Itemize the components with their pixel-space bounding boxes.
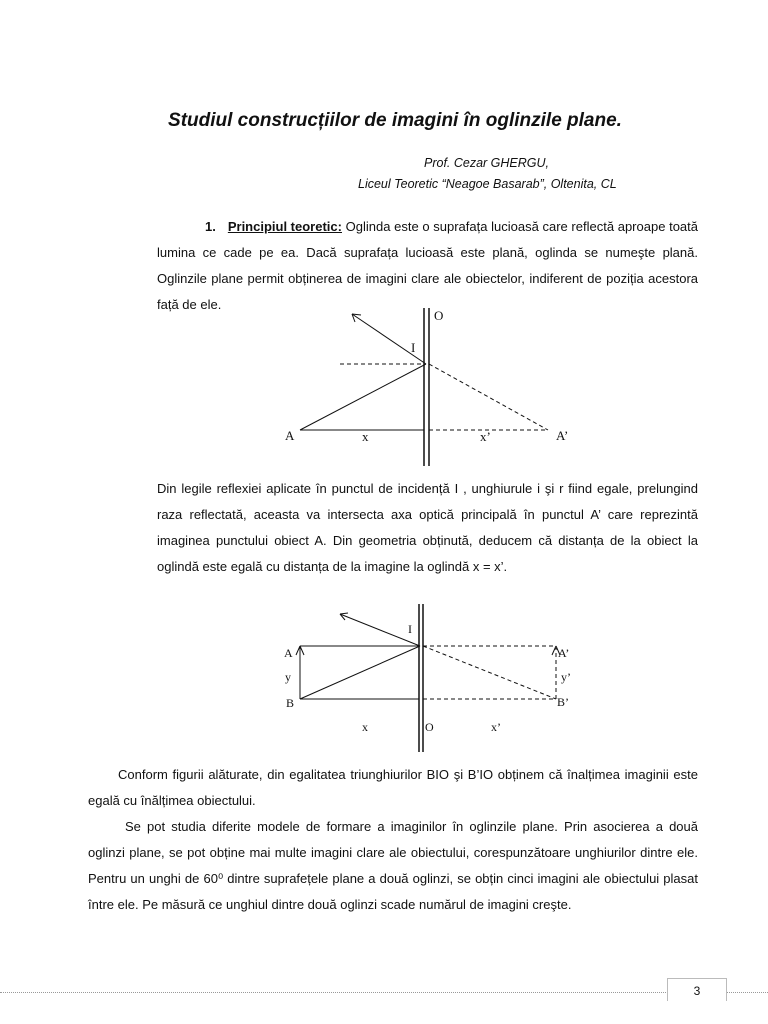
fig2-label-y: y [285,670,291,684]
paragraph-reflection-explanation: Din legile reflexiei aplicate în punctul de incidență I , unghiurule i şi r fiind egale, prelungind raza reflectată, aceasta va intersecta axa optică principală în punctul A’ care reprezintă imaginea punctului obiect A. Din geometria obținută, deducem că distanța de la obiect la oglindă este egală cu distanța de la imagine la oglindă x = x’. [157,481,698,574]
author-school: Liceul Teoretic “Neagoe Basarab”, Oltenita, CL [358,177,617,191]
section-1-text: Oglinda este o suprafața lucioasă care reflectă aproape toată lumina ce cade pe ea. Dacă suprafața lucioasă este plană, oglinda se numeşte plană. Oglinzile plane permit obținerea de imagini clare ale obiectelor, indiferent de poziția acestora față de ele. [157,219,698,312]
fig1-label-A-prime: A’ [556,428,569,443]
fig2-label-A-prime: A’ [558,646,570,660]
fig2-label-A: A [284,646,293,660]
paragraph-triangles-text: Conform figurii alăturate, din egalitatea triunghiurilor BIO şi B’IO obținem că înalțimea imaginii este egală cu înălțimea obiectului. [88,767,698,808]
paragraph-triangles [88,762,698,814]
author-name: Prof. Cezar GHERGU, [424,156,550,170]
page-number: 3 [667,978,727,1001]
fig1-label-O: O [434,308,444,323]
fig1-label-x-prime: x’ [480,429,491,444]
paragraph-two-mirrors-text: Se pot studia diferite modele de formare a imaginilor în oglinzile plane. Prin asocierea a două oglinzi plane, se pot obține mai multe imagini clare ale obiectului, corespunzătoare unghiurilor dintre ele. Pentru un unghi de 60⁰ dintre suprafețele plane a două oglinzi, se obțin cinci imagini ale obiectului plasat între ele. Pe măsură ce unghiul dintre două oglinzi scade numărul de imagini creşte. [88,819,698,912]
fig2-label-B-prime: B’ [557,695,569,709]
footer-divider [0,992,768,993]
fig2-label-B: B [286,696,295,710]
fig1-label-A: A [285,428,295,443]
section-number: 1. [205,219,216,234]
fig2-label-x-prime: x’ [491,720,501,734]
fig1-label-I: I [411,340,416,355]
fig2-label-O: O [425,720,434,734]
paragraph-two-mirrors [88,814,698,918]
fig1-label-x: x [362,429,369,444]
fig2-label-y-prime: y’ [561,670,571,684]
fig2-label-x: x [362,720,368,734]
document-title: Studiul construcțiilor de imagini în oglinzile plane. [168,110,622,131]
fig2-label-I: I [408,622,412,636]
section-heading: Principiul teoretic: [227,219,342,234]
